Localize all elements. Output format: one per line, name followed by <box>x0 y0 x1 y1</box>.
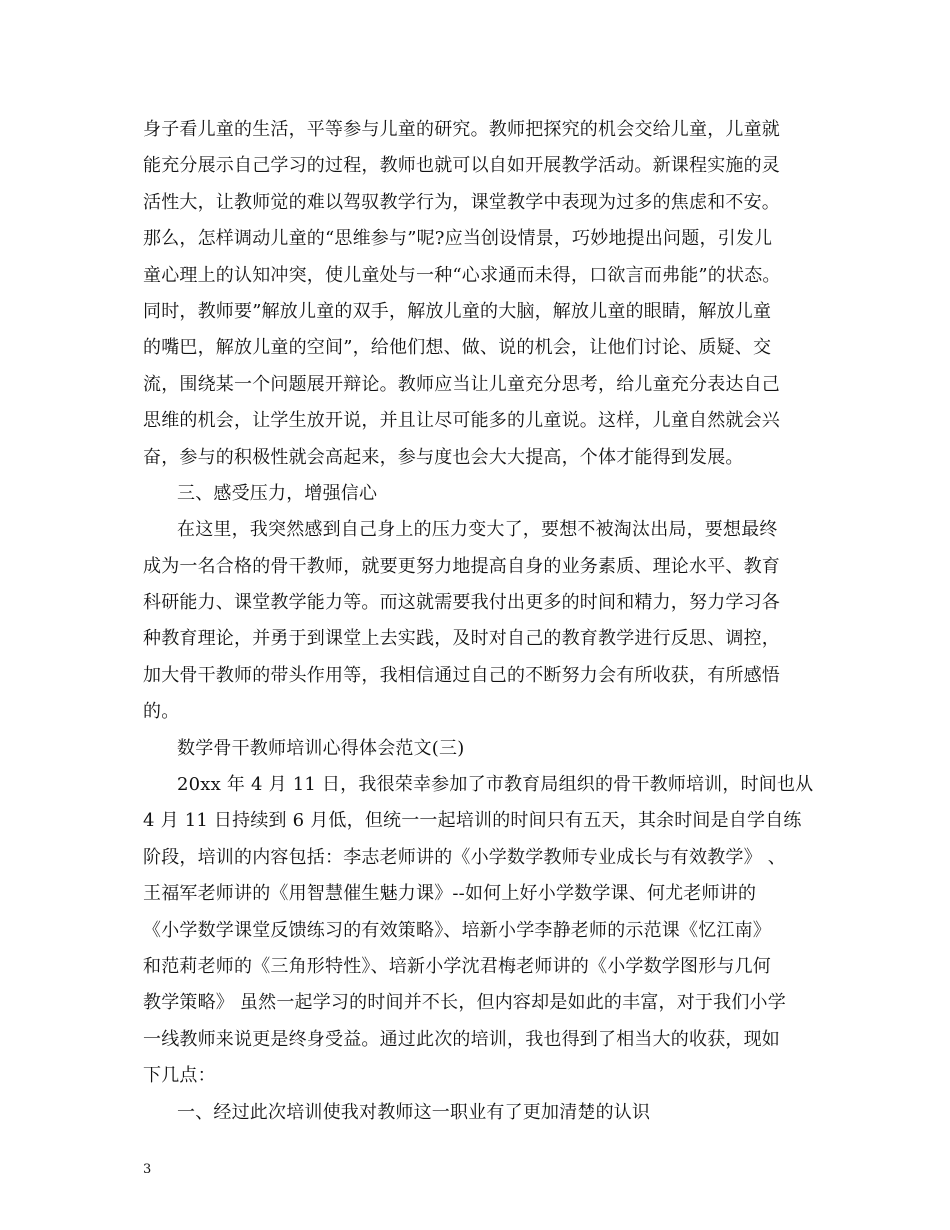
text-line: 《小学数学课堂反馈练习的有效策略》、培新小学李静老师的示范课《忆江南》 <box>143 919 771 941</box>
text-line: 一线教师来说更是终身受益。通过此次的培训，我也得到了相当大的收获，现如 <box>143 1028 780 1050</box>
text-line: 王福军老师讲的《用智慧催生魅力课》--如何上好小学数学课、何尤老师讲的 <box>143 883 757 905</box>
text-line: 童心理上的认知冲突，使儿童处与一种“心求通而未得，口欲言而弗能”的状态。 <box>143 264 781 286</box>
text-line: 活性大，让教师觉的难以驾驭教学行为，课堂教学中表现为过多的焦虑和不安。 <box>143 191 780 213</box>
text-line: 教学策略》 虽然一起学习的时间并不长，但内容却是如此的丰富，对于我们小学 <box>143 992 786 1014</box>
text-line: 种教育理论，并勇于到课堂上去实践，及时对自己的教育教学进行反思、调控， <box>143 628 780 650</box>
text-line: 和范莉老师的《三角形特性》、培新小学沈君梅老师讲的《小学数学图形与几何 <box>143 955 771 977</box>
page-number: 3 <box>143 1162 152 1177</box>
text-line: 能充分展示自己学习的过程，教师也就可以自如开展教学活动。新课程实施的灵 <box>143 155 780 177</box>
article-title: 数学骨干教师培训心得体会范文(三) <box>177 737 465 759</box>
text-line: 思维的机会，让学生放开说，并且让尽可能多的儿童说。这样，儿童自然就会兴 <box>143 410 780 432</box>
text-line: 科研能力、课堂教学能力等。而这就需要我付出更多的时间和精力，努力学习各 <box>143 592 780 614</box>
text-line: 在这里，我突然感到自己身上的压力变大了，要想不被淘汰出局，要想最终 <box>177 519 778 541</box>
text-line: 下几点： <box>143 1065 216 1087</box>
text-line: 阶段，培训的内容包括：李志老师讲的《小学数学教师专业成长与有效教学》 、 <box>143 846 786 868</box>
text-line: 那么，怎样调动儿童的“思维参与”呢?应当创设情景，巧妙地提出问题，引发儿 <box>143 228 773 250</box>
body-text <box>143 112 823 1131</box>
text-line: 身子看儿童的生活，平等参与儿童的研究。教师把探究的机会交给儿童，儿童就 <box>143 119 780 140</box>
section-heading: 一、经过此次培训使我对教师这一职业有了更加清楚的认识 <box>177 1101 651 1123</box>
text-line: 流，围绕某一个问题展开辩论。教师应当让儿童充分思考，给儿童充分表达自己 <box>143 373 780 395</box>
text-line: 的。 <box>143 701 180 723</box>
text-line: 4 月 11 日持续到 6 月低，但统一一起培训的时间只有五天，其余时间是自学自练 <box>143 810 802 832</box>
section-heading: 三、感受压力，增强信心 <box>177 482 378 504</box>
text-line: 的嘴巴，解放儿童的空间”，给他们想、做、说的机会，让他们讨论、质疑、交 <box>143 337 772 359</box>
text-line: 同时，教师要”解放儿童的双手，解放儿童的大脑，解放儿童的眼睛，解放儿童 <box>143 300 772 322</box>
text-line: 20xx 年 4 月 11 日，我很荣幸参加了市教育局组织的骨干教师培训，时间也从 <box>177 774 814 796</box>
text-line: 成为一名合格的骨干教师，就要更努力地提高自身的业务素质、理论水平、教育 <box>143 555 780 577</box>
text-line: 加大骨干教师的带头作用等，我相信通过自己的不断努力会有所收获，有所感悟 <box>143 664 780 686</box>
text-line: 奋，参与的积极性就会高起来，参与度也会大大提高，个体才能得到发展。 <box>143 446 744 468</box>
